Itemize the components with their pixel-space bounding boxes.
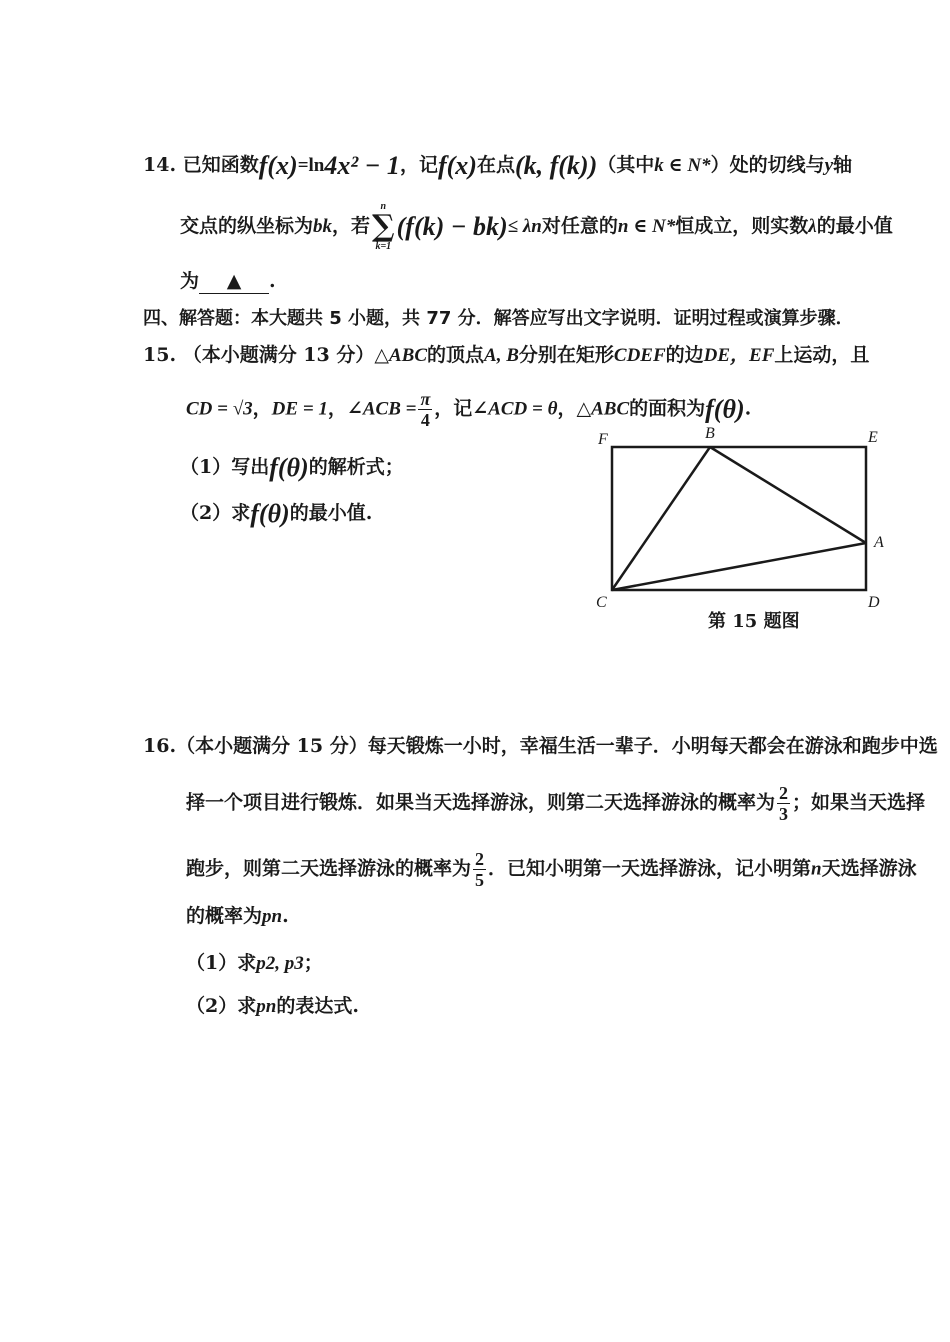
- q15-part-2: （2）求f(θ)的最小值.: [180, 499, 373, 528]
- q16-part-1: （1）求p2, p3；: [186, 952, 323, 974]
- q14-line-3: 为 ▲ .: [180, 270, 276, 292]
- summation: n ∑ k=1: [372, 201, 395, 252]
- fraction-2-5: $\frac{2}{5}$: [475, 849, 485, 890]
- fraction-2-3: $\frac{2}{3}$: [779, 783, 789, 824]
- q16-part-2: （2）求pn的表达式.: [186, 995, 359, 1017]
- q16-line-2: 择一个项目进行锻炼．如果当天选择游泳，则第二天选择游泳的概率为 $\frac{2}{3}$ ；如果当天选择: [186, 783, 926, 824]
- q14-line-1: 14. 已知函数f(x)=ln4x² − 1，记f(x)在点(k, f(k))（其中k ∈ N*）处的切线与y轴: [143, 151, 853, 180]
- section-4-header: 四、解答题：本大题共 5 小题，共 77 分．解答应写出文字说明．证明过程或演算步骤．: [143, 308, 854, 329]
- math-fx: f(x): [258, 151, 298, 180]
- q15-part-1: （1）写出f(θ)的解析式；: [180, 453, 404, 482]
- q14-number: 14.: [143, 154, 177, 176]
- q15-figure: [590, 420, 900, 640]
- q16-line-4: 的概率为pn.: [186, 905, 289, 927]
- fraction-pi-over-4: $\frac{\pi}{4}$: [420, 389, 431, 430]
- q16-line-3: 跑步，则第二天选择游泳的概率为 $\frac{2}{5}$ ．已知小明第一天选择游泳，记小明第n天选择游泳: [186, 849, 917, 890]
- segment-cb: [612, 447, 710, 590]
- label-c: C: [596, 594, 607, 611]
- answer-blank: ▲: [199, 270, 269, 294]
- q16-number: 16.: [143, 735, 177, 757]
- figure-caption: 第 15 题图: [708, 611, 800, 632]
- math-bk: bk: [313, 216, 333, 237]
- q15-line-2: CD = √3，DE = 1，∠ACB = $\frac{\pi}{4}$ ，记∠ACD = θ，△ABC的面积为f(θ).: [186, 389, 752, 430]
- q14-line-2: 交点的纵坐标为bk，若 n ∑ k=1 (f(k) − bk)≤ λn对任意的n ∈ N*恒成立，则实数λ的最小值: [180, 201, 893, 252]
- q15-number: 15.: [143, 344, 177, 366]
- segment-ca: [612, 543, 866, 590]
- label-a: A: [874, 534, 884, 551]
- segment-ba: [710, 447, 866, 543]
- label-d: D: [868, 594, 880, 611]
- label-b: B: [705, 425, 715, 442]
- q15-line-1: 15. （本小题满分 13 分）△ABC的顶点A, B分别在矩形CDEF的边DE，EF上运动，且: [143, 344, 870, 366]
- label-e: E: [868, 429, 878, 446]
- q16-line-1: 16.（本小题满分 15 分）每天锻炼一小时，幸福生活一辈子．小明每天都会在游泳和跑步中选: [143, 735, 938, 757]
- label-f: F: [598, 431, 608, 448]
